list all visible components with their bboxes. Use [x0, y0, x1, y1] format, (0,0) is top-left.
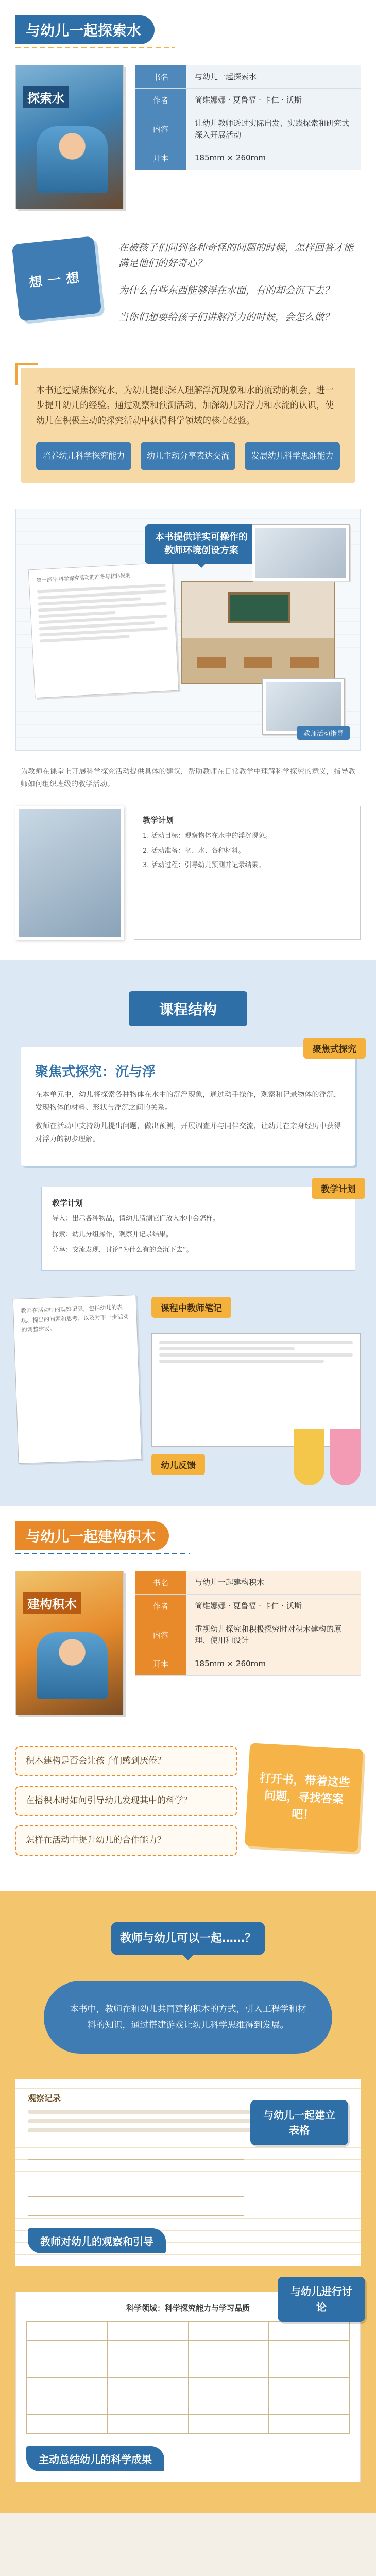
goal-item: 培养幼儿科学探究能力 [36, 442, 131, 470]
info-row [135, 1595, 361, 1618]
diagram-label: 教师活动指导 [297, 726, 350, 740]
table-row [28, 2197, 244, 2215]
table-cell [27, 2415, 108, 2433]
table-cell [172, 2197, 244, 2215]
table-cell [189, 2415, 269, 2433]
teach-row [15, 806, 361, 940]
callout-notes: 课程中教师笔记 [151, 1297, 231, 1318]
table-cell [108, 2378, 189, 2396]
section-title: 与幼儿一起探索水 [15, 15, 155, 44]
question-item: 怎样在活动中提升幼儿的合作能力？ [15, 1825, 237, 1856]
table-cell [269, 2396, 349, 2414]
section-title: 课程结构 [129, 991, 247, 1026]
intro-text: 本书通过聚焦探究水，为幼儿提供深入理解浮沉现象和水的流动的机会，进一步提升幼儿的经验。通过观察和预测活动，加深幼儿对浮力和水流的认识，使幼儿在积极主动的探究活动中获得科学领域的核心经验。 [36, 385, 334, 427]
observation-paper [15, 2079, 361, 2266]
table-cell [172, 2178, 244, 2196]
cover-illustration [37, 1632, 108, 1699]
text-line [159, 1341, 353, 1344]
info-row [135, 112, 361, 146]
plan-item: 分享：交流发现，讨论“为什么有的会沉下去”。 [52, 1246, 193, 1254]
teach-plan-title: 教学计划 [143, 816, 174, 825]
text-line [40, 635, 130, 642]
table-row [28, 2178, 244, 2197]
info-row [135, 1571, 361, 1595]
info-value: 185mm × 260mm [186, 146, 361, 170]
desk [197, 657, 226, 668]
desk [290, 657, 319, 668]
notes-text: 教师在活动中的观察记录，包括幼儿的表现、提出的问题和思考，以及对下一步活动的调整建议。 [21, 1303, 129, 1333]
table-cell [189, 2378, 269, 2396]
info-value: 简维娜娜 · 夏鲁福 · 卡仁 · 沃斯 [186, 89, 361, 112]
table-cell [108, 2415, 189, 2433]
table-cell [269, 2341, 349, 2359]
table-cell [269, 2378, 349, 2396]
info-key: 开本 [135, 1652, 186, 1675]
table-cell [189, 2322, 269, 2340]
plan-item: 导入：出示各种物品，请幼儿猜测它们放入水中会怎样。 [52, 1215, 220, 1223]
info-value: 让幼儿教师透过实际出发、实践探索和研究式深入开展活动 [186, 112, 361, 146]
table-row [27, 2396, 349, 2415]
book-cover [15, 1571, 124, 1715]
goal-list [36, 442, 340, 470]
sticker-build-table: 与幼儿一起建立表格 [250, 2100, 348, 2145]
discussion-grid [26, 2321, 350, 2434]
question-item: 在搭积木时如何引导幼儿发现其中的科学？ [15, 1786, 237, 1816]
table-cell [100, 2141, 173, 2159]
chalkboard [228, 592, 290, 623]
table-cell [27, 2396, 108, 2414]
info-key: 书名 [135, 65, 186, 88]
table-row [27, 2359, 349, 2378]
manual-tag: 本书提供详实可操作的教师环境创设方案 [145, 524, 258, 564]
section-title: 与幼儿一起建构积木 [15, 1521, 169, 1550]
paper-title: 观察记录 [28, 2093, 61, 2104]
think-block [15, 240, 361, 337]
record-table [28, 2141, 244, 2216]
table-cell [269, 2415, 349, 2433]
info-row [135, 89, 361, 112]
text-line [38, 611, 115, 618]
brush-label-observe: 教师对幼儿的观察和引导 [28, 2228, 166, 2253]
cover-illustration [37, 126, 108, 193]
table-row [27, 2378, 349, 2396]
info-value: 与幼儿一起建构积木 [186, 1571, 361, 1594]
callout-feedback: 幼儿反馈 [151, 1454, 205, 1475]
section-blocks [0, 1506, 376, 1891]
table-cell [100, 2178, 173, 2196]
manual-document-text: 第一部分·科学探究活动的准备与材料说明 [36, 572, 131, 584]
manual-diagram [15, 509, 361, 751]
table-cell [27, 2341, 108, 2359]
think-item: 在被孩子们问到各种奇怪的问题的时候，怎样回答才能满足他们的好奇心？ [118, 242, 354, 269]
plan-title: 教学计划 [52, 1198, 83, 1208]
table-row [28, 2160, 244, 2178]
info-key: 开本 [135, 146, 186, 170]
summary-circle: 本书中，教师在和幼儿共同建构积木的方式，引入工程学和材料的知识，通过搭建游戏让幼儿科学思维得到发展。 [44, 1981, 332, 2054]
table-row [28, 2141, 244, 2160]
course-card-text: 教师在活动中支持幼儿提出问题，做出预测，开展调查并与同伴交流，让幼儿在亲身经历中获得对浮力的初步理解。 [35, 1122, 341, 1143]
book-info [15, 65, 361, 209]
table-cell [172, 2141, 244, 2159]
intro-box [21, 368, 355, 483]
discussion-table [15, 2285, 361, 2482]
think-badge-label: 想一想 [28, 269, 86, 291]
teach-plan-item: 1. 活动目标：观察物体在水中的浮沉现象。 [143, 832, 272, 840]
book-cover [15, 65, 124, 209]
book-info [15, 1571, 361, 1715]
photo [255, 528, 346, 578]
think-item: 当你们想要给孩子们讲解浮力的时候，会怎么做？ [118, 312, 334, 324]
table-cell [108, 2341, 189, 2359]
table-cell [27, 2359, 108, 2377]
brush-label-learn: 主动总结幼儿的科学成果 [26, 2446, 164, 2471]
speech-bubble: 教师与幼儿可以一起……？ [111, 1922, 265, 1955]
table-row [27, 2341, 349, 2359]
table-cell [189, 2341, 269, 2359]
table-cell [172, 2160, 244, 2178]
section-water [0, 0, 376, 960]
table-row [27, 2415, 349, 2433]
section-teacher-child [0, 1891, 376, 2513]
flask-icon [294, 1429, 324, 1485]
callout-focus: 聚焦式探究 [303, 1038, 366, 1059]
text-line [159, 1360, 324, 1363]
table-cell [108, 2359, 189, 2377]
goal-item: 发展幼儿科学思维能力 [245, 442, 340, 470]
table-cell [28, 2197, 100, 2215]
teacher-photo [15, 806, 124, 940]
info-table [135, 65, 361, 209]
info-row [135, 1618, 361, 1652]
table-cell [28, 2160, 100, 2178]
course-card [21, 1044, 356, 1166]
table-cell [189, 2396, 269, 2414]
manual-document [28, 562, 179, 698]
side-note: 打开书，带着这些问题，寻找答案吧！ [245, 1743, 363, 1852]
info-value: 重视幼儿探究和积极探究时对积木建构的原理、使用和设计 [186, 1618, 361, 1652]
info-key: 内容 [135, 112, 186, 146]
section-caption: 为教师在课堂上开展科学探究活动提供具体的建议，帮助教师在日常教学中理解科学探究的意义，指导教师如何组织班级的教学活动。 [21, 767, 355, 788]
think-list [118, 240, 361, 337]
cover-title: 建构积木 [23, 1592, 81, 1614]
sticker-discussion: 与幼儿进行讨论 [278, 2277, 365, 2322]
table-cell [100, 2160, 173, 2178]
table-cell [27, 2322, 108, 2340]
flask-icon [330, 1429, 361, 1485]
table-cell [28, 2141, 100, 2159]
teach-plan-item: 2. 活动准备：盆、水、各种材料。 [143, 846, 245, 855]
table-cell [269, 2359, 349, 2377]
info-value: 185mm × 260mm [186, 1652, 361, 1675]
notes-paper [12, 1295, 142, 1464]
table-cell [108, 2322, 189, 2340]
course-card-text: 在本单元中，幼儿将探索各种物体在水中的沉浮现象，通过动手操作，观察和记录物体的浮沉，发现物体的材料、形状与浮沉之间的关系。 [35, 1091, 341, 1112]
question-item: 积木建构是否会让孩子们感到厌倦？ [15, 1746, 237, 1776]
info-key: 书名 [135, 1571, 186, 1594]
info-table [135, 1571, 361, 1715]
text-line [159, 1347, 295, 1350]
text-line [28, 2119, 252, 2123]
think-item: 为什么有些东西能够浮在水面，有的却会沉下去？ [118, 284, 334, 296]
course-card-title: 聚焦式探究：沉与浮 [35, 1064, 156, 1080]
info-row [135, 65, 361, 89]
teach-plan-box [134, 806, 361, 940]
section-course [0, 960, 376, 1505]
question-area [15, 1746, 361, 1866]
table-cell [28, 2178, 100, 2196]
info-key: 作者 [135, 1595, 186, 1618]
info-key: 内容 [135, 1618, 186, 1652]
classroom-illustration [181, 581, 335, 684]
info-value: 简维娜娜 · 夏鲁福 · 卡仁 · 沃斯 [186, 1595, 361, 1618]
text-line [159, 1353, 353, 1357]
goal-item: 幼儿主动分享表达交流 [141, 442, 236, 470]
desk [244, 657, 272, 668]
table-title: 科学领域：科学探究能力与学习品质 [126, 2303, 250, 2313]
question-list [15, 1746, 237, 1866]
table-cell [108, 2396, 189, 2414]
photo [266, 682, 341, 731]
table-row [27, 2322, 349, 2341]
table-cell [189, 2359, 269, 2377]
photo-card [252, 524, 350, 581]
think-badge [12, 236, 102, 321]
plan-item: 探索：幼儿分组操作，观察并记录结果。 [52, 1230, 173, 1239]
table-cell [27, 2378, 108, 2396]
callout-plan: 教学计划 [312, 1178, 365, 1199]
table-cell [269, 2322, 349, 2340]
info-row [135, 146, 361, 170]
info-key: 作者 [135, 89, 186, 112]
table-cell [100, 2197, 173, 2215]
info-row [135, 1652, 361, 1676]
plan-box [41, 1184, 356, 1270]
teach-plan-item: 3. 活动过程：引导幼儿预测并记录结果。 [143, 861, 265, 869]
cover-title: 探索水 [23, 86, 69, 108]
info-value: 与幼儿一起探索水 [186, 65, 361, 88]
